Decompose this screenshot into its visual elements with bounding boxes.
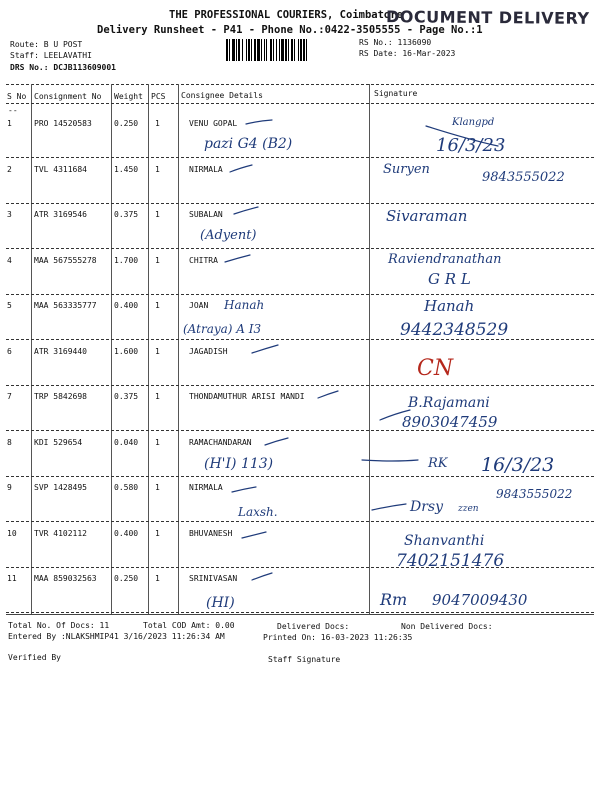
row-sno: 10: [7, 529, 17, 538]
row-weight: 0.375: [114, 210, 139, 219]
pen-stroke: [225, 255, 250, 262]
pen-stroke: [265, 438, 288, 445]
total-cod: Total COD Amt: 0.00: [143, 621, 235, 630]
pen-stroke: [318, 391, 338, 398]
row-pcs: 1: [155, 574, 160, 583]
handwritten-phone: 7402151476: [396, 551, 505, 571]
row-consignment: KDI 529654: [34, 438, 83, 447]
row-consignment: TRP 5842698: [34, 392, 87, 401]
row-pcs: 1: [155, 529, 160, 538]
row-pcs: 1: [155, 483, 160, 492]
row-weight: 0.250: [114, 574, 139, 583]
row-pcs: 1: [155, 210, 160, 219]
entered-by: Entered By :NLAKSHMIP41 3/16/2023 11:26:34 AM: [8, 632, 225, 641]
non-delivered-docs: Non Delivered Docs:: [401, 622, 493, 631]
handwritten-name: Hanah: [224, 298, 265, 312]
document-delivery-stamp: DOCUMENT DELIVERY: [385, 7, 590, 28]
row-sno: 7: [7, 392, 12, 401]
drs-number: DRS No.: DCJB113609001: [10, 63, 116, 72]
row-pcs: 1: [155, 438, 160, 447]
row-consignee: SRINIVASAN: [189, 574, 238, 583]
handwritten-note: (Adyent): [200, 228, 257, 243]
row-consignment: TVL 4311684: [34, 165, 87, 174]
handwritten-small: zzen: [458, 504, 479, 514]
rs-number: RS No.: 1136090: [359, 38, 432, 47]
row-weight: 0.040: [114, 438, 139, 447]
row-sno: 11: [7, 574, 17, 583]
column-header-consignee: Consignee Details: [181, 91, 263, 100]
pen-stroke: [234, 207, 258, 214]
handwritten-note: (HI): [206, 595, 235, 611]
pen-stroke: [246, 120, 272, 124]
handwritten-signature: B.Rajamani: [408, 395, 490, 411]
printed-on: Printed On: 16-03-2023 11:26:35: [263, 633, 413, 642]
row-sno: 2: [7, 165, 12, 174]
column-header-weight: Weight: [114, 92, 143, 101]
pen-stroke: [230, 165, 252, 172]
row-pcs: 1: [155, 165, 160, 174]
pen-stroke: [242, 532, 266, 538]
staff-signature: Staff Signature: [268, 655, 341, 664]
pen-stroke: [252, 573, 272, 580]
handwritten-note: (H'I) 113): [204, 456, 274, 472]
column-header-consignment: Consignment No: [34, 92, 102, 101]
row-weight: 0.580: [114, 483, 139, 492]
pen-stroke: [362, 460, 418, 461]
row-consignee: JAGADISH: [189, 347, 228, 356]
row-consignment: PRO 14520583: [34, 119, 92, 128]
route-label: Route: B U POST: [10, 40, 83, 49]
handwritten-phone: 8903047459: [402, 413, 498, 431]
handwritten-phone: 9843555022: [496, 487, 573, 501]
handwritten-date: 16/3/23: [436, 135, 506, 156]
handwritten-phone: 9442348529: [400, 320, 509, 340]
handwritten-note: (Atraya) A I3: [183, 322, 262, 336]
row-consignment: MAA 567555278: [34, 256, 97, 265]
runsheet-subtitle: Delivery Runsheet - P41 - Phone No.:0422-3505555 - Page No.:1: [97, 24, 483, 36]
row-weight: 0.400: [114, 301, 139, 310]
row-weight: 1.700: [114, 256, 139, 265]
row-weight: 0.375: [114, 392, 139, 401]
pen-stroke: [426, 126, 498, 146]
pen-stroke: [372, 504, 406, 510]
handwritten-note: pazi G4 (B2): [204, 136, 293, 152]
handwritten-phone: 9047009430: [432, 591, 528, 609]
row-consignment: ATR 3169546: [34, 210, 87, 219]
row-consignment: ATR 3169440: [34, 347, 87, 356]
rule-mark: --: [8, 106, 18, 115]
row-sno: 3: [7, 210, 12, 219]
handwritten-phone: 9843555022: [482, 170, 565, 185]
row-consignee: CHITRA: [189, 256, 218, 265]
row-consignment: TVR 4102112: [34, 529, 87, 538]
handwritten-signature: Raviendranathan: [388, 252, 502, 267]
handwritten-date: 16/3/23: [481, 454, 555, 476]
column-header-signature: Signature: [374, 89, 418, 98]
row-consignee: BHUVANESH: [189, 529, 233, 538]
pen-stroke: [380, 410, 410, 420]
staff-label: Staff: LEELAVATHI: [10, 51, 92, 60]
row-consignment: SVP 1428495: [34, 483, 87, 492]
verified-by: Verified By: [8, 653, 61, 662]
row-pcs: 1: [155, 347, 160, 356]
row-sno: 8: [7, 438, 12, 447]
column-header-sno: S No: [7, 92, 27, 101]
row-weight: 0.250: [114, 119, 139, 128]
row-pcs: 1: [155, 119, 160, 128]
handwritten-signature: RK: [428, 456, 448, 471]
row-pcs: 1: [155, 256, 160, 265]
row-sno: 1: [7, 119, 12, 128]
total-docs: Total No. Of Docs: 11: [8, 621, 110, 630]
column-header-pcs: PCS: [151, 92, 166, 101]
row-consignee: RAMACHANDARAN: [189, 438, 252, 447]
row-weight: 1.450: [114, 165, 139, 174]
row-consignee: SUBALAN: [189, 210, 223, 219]
handwritten-initials: G R L: [428, 270, 471, 288]
row-consignee: JOAN: [189, 301, 209, 310]
rs-date: RS Date: 16-Mar-2023: [359, 49, 456, 58]
pen-stroke: [232, 487, 256, 492]
row-sno: 9: [7, 483, 12, 492]
row-weight: 1.600: [114, 347, 139, 356]
row-consignee: THONDAMUTHUR ARISI MANDI: [189, 392, 305, 401]
handwritten-signature: Hanah: [424, 297, 475, 315]
footer-rule: [6, 614, 594, 615]
handwritten-signature: Suryen: [383, 162, 430, 177]
handwritten-signature: Klangpd: [452, 117, 495, 128]
handwritten-cn: CN: [417, 356, 454, 381]
row-sno: 5: [7, 301, 12, 310]
row-consignment: MAA 563335777: [34, 301, 97, 310]
handwritten-signature: Shanvanthi: [404, 533, 485, 549]
company-title: THE PROFESSIONAL COURIERS, Coimbatore: [169, 9, 403, 21]
delivered-docs: Delivered Docs:: [277, 622, 350, 631]
handwritten-signature: Drsy: [410, 499, 444, 515]
row-pcs: 1: [155, 392, 160, 401]
row-pcs: 1: [155, 301, 160, 310]
handwritten-signature: Sivaraman: [386, 207, 468, 225]
row-consignee: NIRMALA: [189, 165, 223, 174]
pen-stroke: [252, 345, 278, 353]
row-sno: 4: [7, 256, 12, 265]
row-weight: 0.400: [114, 529, 139, 538]
handwritten-signature: Rm: [380, 590, 408, 609]
row-sno: 6: [7, 347, 12, 356]
handwritten-note: Laxsh.: [238, 505, 278, 519]
row-consignee: NIRMALA: [189, 483, 223, 492]
row-consignee: VENU GOPAL: [189, 119, 238, 128]
row-consignment: MAA 859032563: [34, 574, 97, 583]
